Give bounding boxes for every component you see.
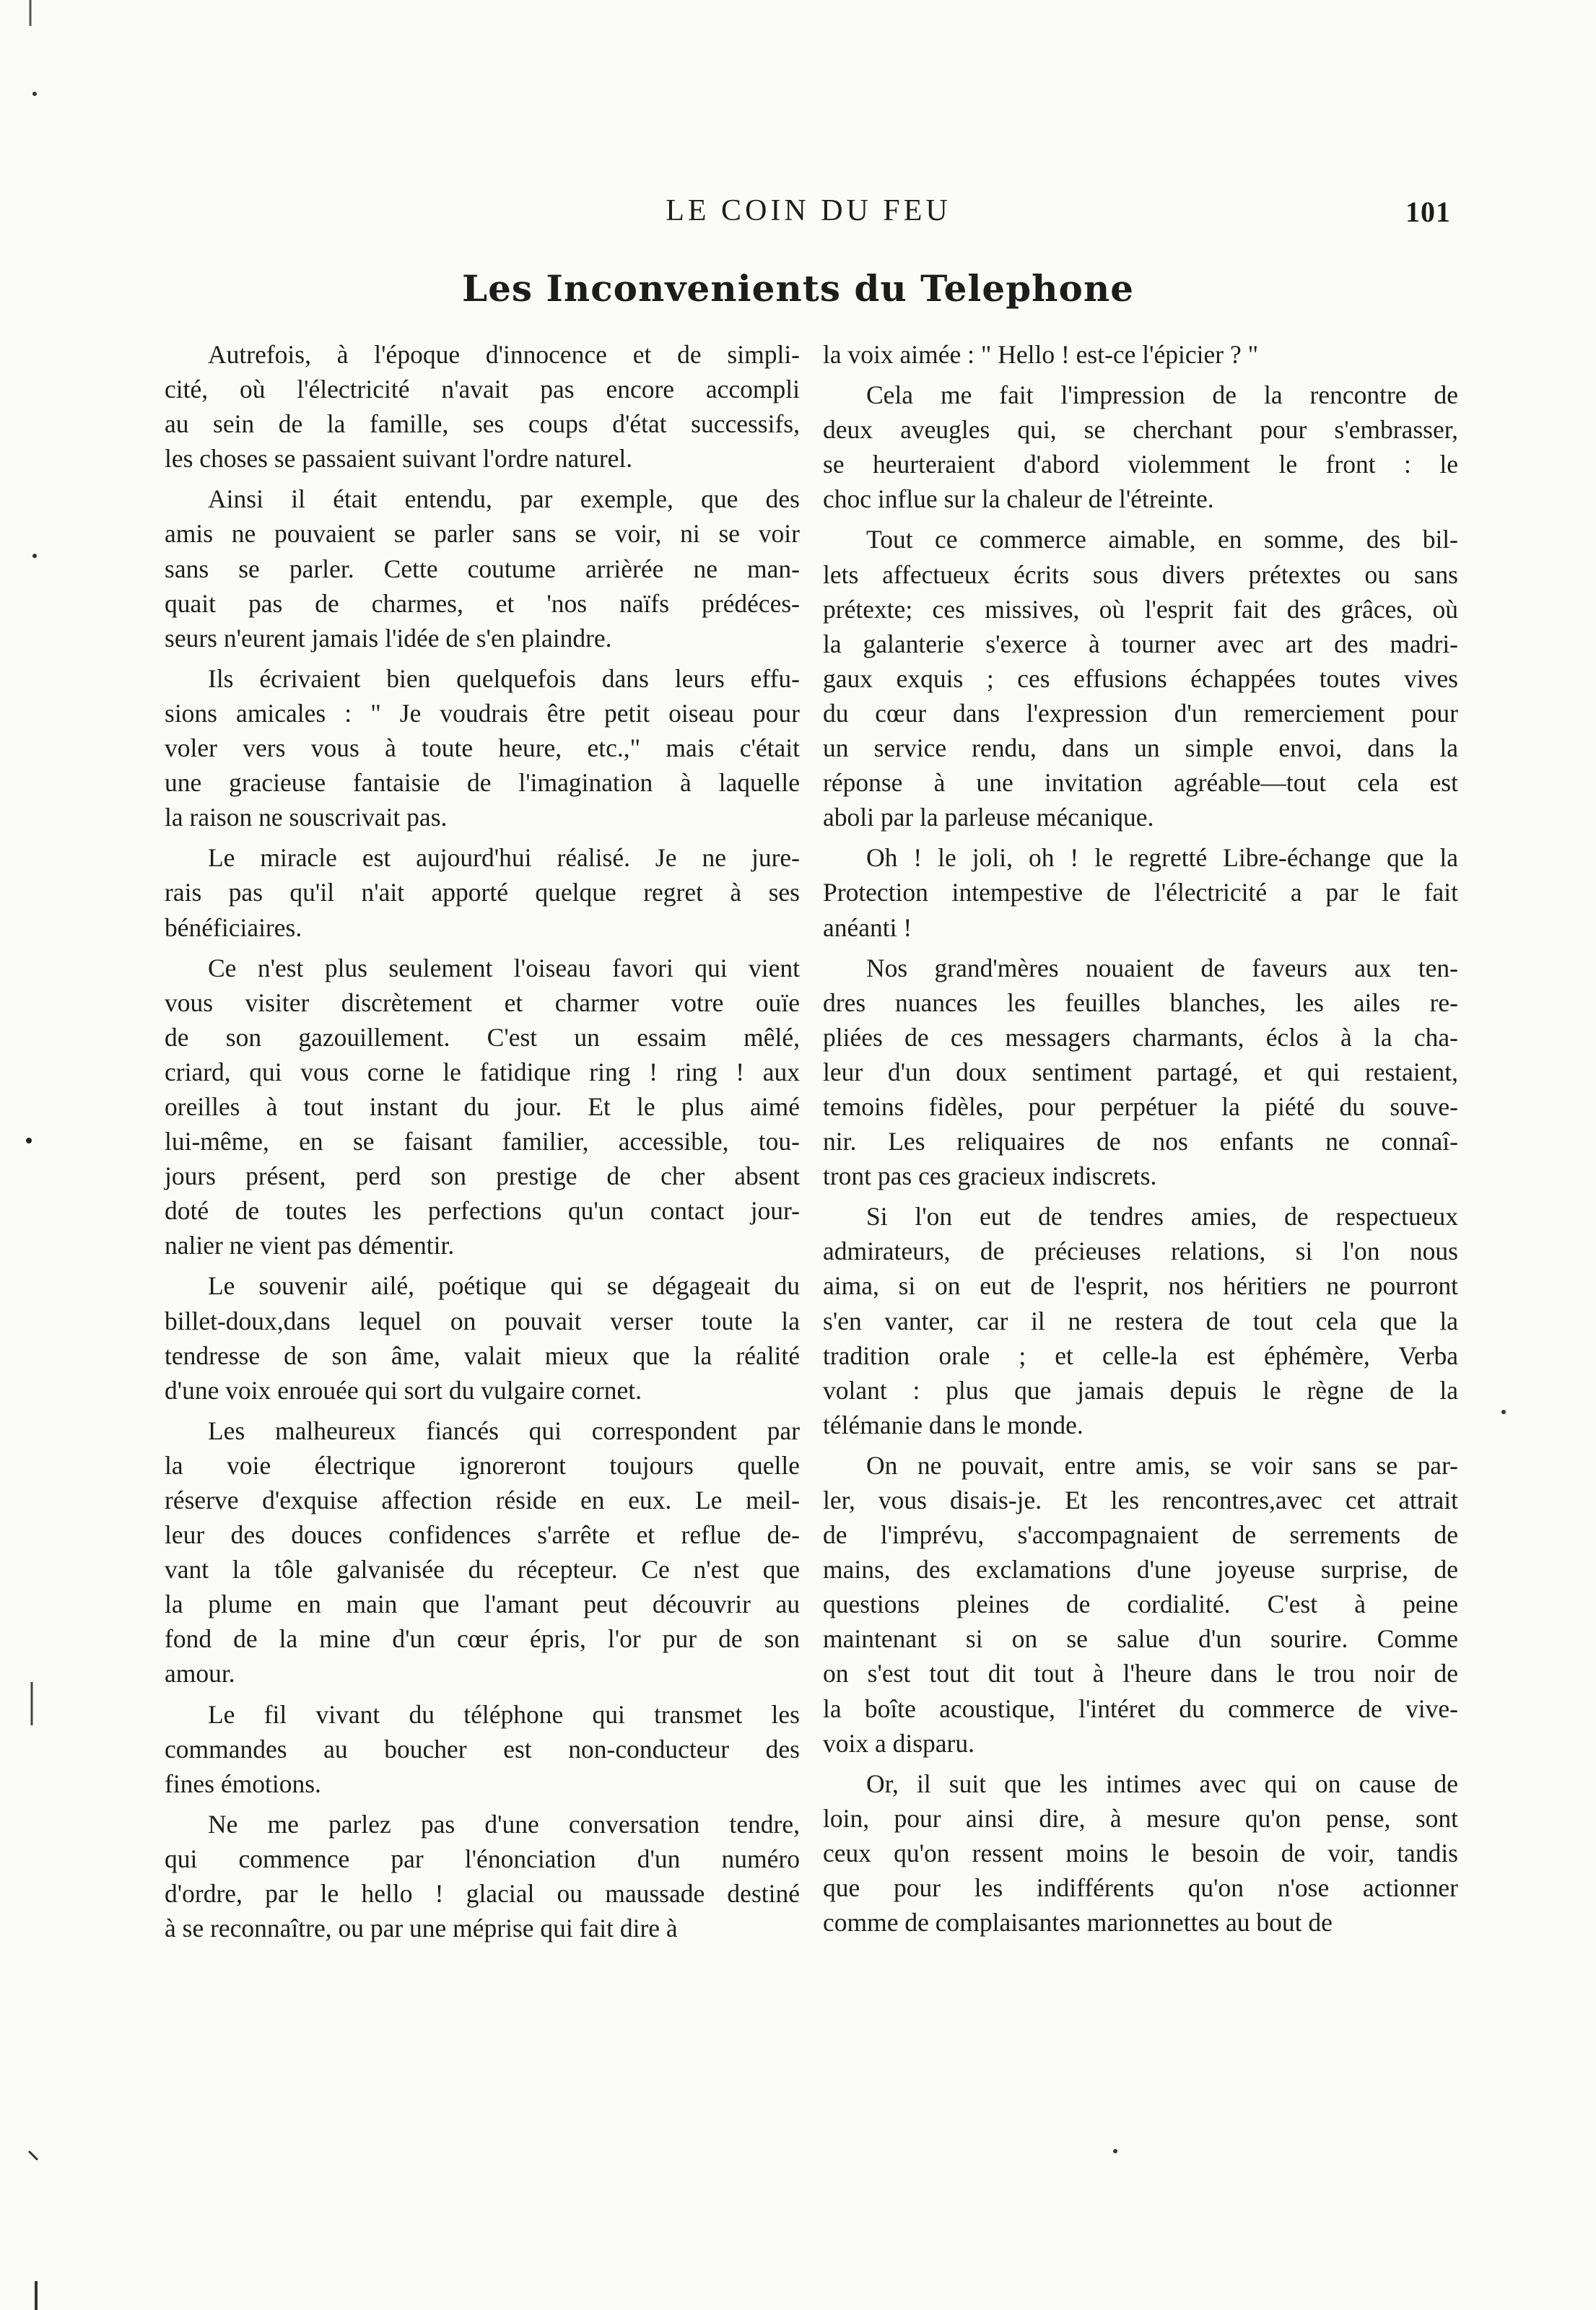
text-line: gaux exquis ; ces effusions échappées toutes vives bbox=[823, 663, 1458, 693]
text-line: la boîte acoustique, l'intéret du commerce de vive- bbox=[823, 1694, 1458, 1723]
text-line: les choses se passaient suivant l'ordre naturel. bbox=[165, 444, 633, 474]
text-line: prétexte; ces missives, où l'esprit fait des grâces, où bbox=[823, 594, 1458, 624]
text-line: qui commence par l'énonciation d'un numéro bbox=[165, 1844, 800, 1873]
text-line: choc influe sur la chaleur de l'étreinte. bbox=[823, 484, 1214, 514]
paragraph bbox=[823, 951, 1458, 1194]
text-line: Protection intempestive de l'électricité a par le fait bbox=[823, 878, 1458, 907]
paragraph bbox=[823, 378, 1458, 516]
text-line: tendresse de son âme, valait mieux que la réalité bbox=[165, 1341, 800, 1370]
text-line: réserve d'exquise affection réside en eux. Le meil- bbox=[165, 1486, 800, 1514]
text-line: voix a disparu. bbox=[823, 1728, 975, 1758]
text-line: la galanterie s'exerce à tourner avec art des madri- bbox=[823, 629, 1458, 658]
text-line: ler, vous disais-je. Et les rencontres,avec cet attrait bbox=[823, 1486, 1458, 1514]
text-line: que pour les indifférents qu'on n'ose actionner bbox=[823, 1873, 1458, 1903]
paragraph bbox=[165, 951, 800, 1263]
text-line: tradition orale ; et celle-la est éphémère, Verba bbox=[823, 1341, 1458, 1370]
text-line: la voie électrique ignoreront toujours quelle bbox=[165, 1450, 800, 1480]
text-line: Oh ! le joli, oh ! le regretté Libre-échange que la bbox=[866, 843, 1458, 873]
text-line: du cœur dans l'expression d'un remerciement pour bbox=[823, 698, 1458, 728]
text-line: sans se parler. Cette coutume arrièrée ne man- bbox=[165, 554, 800, 583]
text-line: volant : plus que jamais depuis le règne de la bbox=[823, 1375, 1458, 1405]
page-number: 101 bbox=[1405, 196, 1451, 228]
text-line: loin, pour ainsi dire, à mesure qu'on pense, sont bbox=[823, 1803, 1458, 1833]
text-line: Si l'on eut de tendres amies, de respectueux bbox=[866, 1202, 1458, 1232]
text-line: Ils écrivaient bien quelquefois dans leurs effu- bbox=[208, 663, 800, 693]
paragraph bbox=[165, 481, 800, 655]
text-line: vous visiter discrètement et charmer votre ouïe bbox=[165, 988, 800, 1017]
paragraph bbox=[165, 1807, 800, 1945]
text-line: rais pas qu'il n'ait apporté quelque regret à ses bbox=[165, 878, 800, 907]
text-line: bénéficiaires. bbox=[165, 912, 302, 942]
text-line: Or, il suit que les intimes avec qui on cause de bbox=[866, 1769, 1458, 1798]
paragraph bbox=[823, 522, 1458, 834]
text-line: quait pas de charmes, et 'nos naïfs prédéces- bbox=[165, 588, 800, 618]
text-line: dres nuances les feuilles blanches, les ailes re- bbox=[823, 988, 1458, 1017]
text-line: Autrefois, à l'époque d'innocence et de simpli- bbox=[208, 340, 800, 369]
text-line: pliées de ces messagers charmants, éclos à la cha- bbox=[823, 1022, 1458, 1052]
text-line: de l'imprévu, s'accompagnaient de serrements de bbox=[823, 1520, 1458, 1550]
text-line: Ce n'est plus seulement l'oiseau favori qui vient bbox=[208, 953, 800, 982]
text-line: amour. bbox=[165, 1659, 235, 1688]
text-line: nalier ne vient pas démentir. bbox=[165, 1231, 455, 1260]
text-line: de son gazouillement. C'est un essaim mêlé, bbox=[165, 1022, 800, 1052]
text-line: tront pas ces gracieux indiscrets. bbox=[823, 1161, 1157, 1191]
text-line: billet-doux,dans lequel on pouvait verser toute la bbox=[165, 1306, 800, 1335]
text-line: Le miracle est aujourd'hui réalisé. Je ne jure- bbox=[208, 843, 800, 873]
text-line: s'en vanter, car il ne restera de tout cela que la bbox=[823, 1306, 1458, 1335]
text-line: la raison ne souscrivait pas. bbox=[165, 803, 448, 832]
text-line: leur d'un doux sentiment partagé, et qui restaient, bbox=[823, 1057, 1458, 1086]
paragraph bbox=[165, 1268, 800, 1407]
text-line: voler vers vous à toute heure, etc.," mais c'était bbox=[165, 733, 800, 763]
text-line: temoins fidèles, pour perpétuer la piété du souve- bbox=[823, 1091, 1458, 1121]
paragraph bbox=[823, 1448, 1458, 1761]
text-line: la voix aimée : " Hello ! est-ce l'épicier ? " bbox=[823, 340, 1259, 369]
text-line: d'une voix enrouée qui sort du vulgaire cornet. bbox=[165, 1375, 642, 1405]
text-line: deux aveugles qui, se cherchant pour s'embrasser, bbox=[823, 415, 1458, 445]
text-line: réponse à une invitation agréable—tout cela est bbox=[823, 768, 1458, 798]
text-line: aima, si on eut de l'esprit, nos héritiers ne pourront bbox=[823, 1271, 1458, 1301]
text-line: oreilles à tout instant du jour. Et le plus aimé bbox=[165, 1091, 800, 1121]
text-line: cité, où l'électricité n'avait pas encore accompli bbox=[165, 375, 800, 404]
text-line: jours présent, perd son prestige de cher absent bbox=[165, 1161, 800, 1191]
text-line: Cela me fait l'impression de la rencontre de bbox=[866, 380, 1458, 410]
text-line: au sein de la famille, ses coups d'état successifs, bbox=[165, 409, 800, 439]
text-line: sions amicales : " Je voudrais être petit oiseau pour bbox=[165, 698, 800, 728]
paragraph bbox=[823, 840, 1458, 944]
text-line: Le fil vivant du téléphone qui transmet les bbox=[208, 1699, 800, 1729]
text-line: lui-même, en se faisant familier, accessible, tou- bbox=[165, 1127, 800, 1156]
text-line: d'ordre, par le hello ! glacial ou maussade destiné bbox=[165, 1879, 800, 1909]
text-line: une gracieuse fantaisie de l'imagination à laquelle bbox=[165, 768, 800, 798]
text-line: on s'est tout dit tout à l'heure dans le trou noir de bbox=[823, 1659, 1458, 1688]
text-line: lets affectueux écrits sous divers prétextes ou sans bbox=[823, 559, 1458, 589]
paragraph bbox=[165, 840, 800, 944]
text-line: leur des douces confidences s'arrête et reflue de- bbox=[165, 1520, 800, 1550]
text-line: fond de la mine d'un cœur épris, l'or pur de son bbox=[165, 1624, 800, 1654]
page-header bbox=[166, 193, 1451, 237]
text-line: On ne pouvait, entre amis, se voir sans se par- bbox=[866, 1450, 1458, 1480]
text-line: télémanie dans le monde. bbox=[823, 1410, 1083, 1439]
text-line: ceux qu'on ressent moins le besoin de voir, tandis bbox=[823, 1838, 1458, 1867]
paragraph bbox=[823, 1199, 1458, 1442]
text-line: questions pleines de cordialité. C'est à peine bbox=[823, 1590, 1458, 1619]
paragraph bbox=[165, 1697, 800, 1801]
running-head: LE COIN DU FEU bbox=[666, 194, 951, 227]
text-line: nir. Les reliquaires de nos enfants ne connaî- bbox=[823, 1127, 1458, 1156]
text-line: maintenant si on se salue d'un sourire. Comme bbox=[823, 1624, 1458, 1654]
article-title: Les Inconvenients du Telephone bbox=[461, 267, 1135, 310]
text-line: Ne me parlez pas d'une conversation tendre, bbox=[208, 1809, 800, 1839]
text-line: Ainsi il était entendu, par exemple, que des bbox=[208, 484, 800, 514]
text-line: Les malheureux fiancés qui correspondent par bbox=[208, 1416, 800, 1445]
text-line: Tout ce commerce aimable, en somme, des bil- bbox=[866, 525, 1458, 554]
text-line: criard, qui vous corne le fatidique ring ! ring ! aux bbox=[165, 1057, 800, 1086]
text-line: un service rendu, dans un simple envoi, dans la bbox=[823, 733, 1458, 763]
text-line: se heurteraient d'abord violemment le front : le bbox=[823, 450, 1458, 479]
text-line: la plume en main que l'amant peut découvrir au bbox=[165, 1590, 800, 1619]
text-line: Le souvenir ailé, poétique qui se dégageait du bbox=[208, 1271, 800, 1301]
text-line: admirateurs, de précieuses relations, si l'on nous bbox=[823, 1237, 1458, 1266]
text-line: anéanti ! bbox=[823, 912, 912, 942]
left-column bbox=[165, 337, 800, 1945]
paragraph bbox=[165, 337, 800, 476]
paragraph bbox=[165, 661, 800, 834]
text-line: mains, des exclamations d'une joyeuse surprise, de bbox=[823, 1555, 1458, 1585]
paragraph bbox=[823, 1766, 1458, 1940]
text-line: aboli par la parleuse mécanique. bbox=[823, 803, 1154, 832]
right-column bbox=[823, 337, 1458, 1940]
text-line: fines émotions. bbox=[165, 1769, 321, 1798]
text-line: à se reconnaître, ou par une méprise qui fait dire à bbox=[165, 1914, 678, 1943]
text-line: vant la tôle galvanisée du récepteur. Ce n'est que bbox=[165, 1555, 800, 1585]
text-line: Nos grand'mères nouaient de faveurs aux ten- bbox=[866, 953, 1458, 982]
text-line: seurs n'eurent jamais l'idée de s'en plaindre. bbox=[165, 623, 612, 653]
text-line: doté de toutes les perfections qu'un contact jour- bbox=[165, 1196, 800, 1226]
text-line: amis ne pouvaient se parler sans se voir, ni se voir bbox=[165, 519, 800, 549]
paragraph bbox=[823, 337, 1458, 372]
paragraph bbox=[165, 1413, 800, 1691]
text-line: comme de complaisantes marionnettes au bout de bbox=[823, 1908, 1333, 1938]
text-line: commandes au boucher est non-conducteur des bbox=[165, 1734, 800, 1764]
